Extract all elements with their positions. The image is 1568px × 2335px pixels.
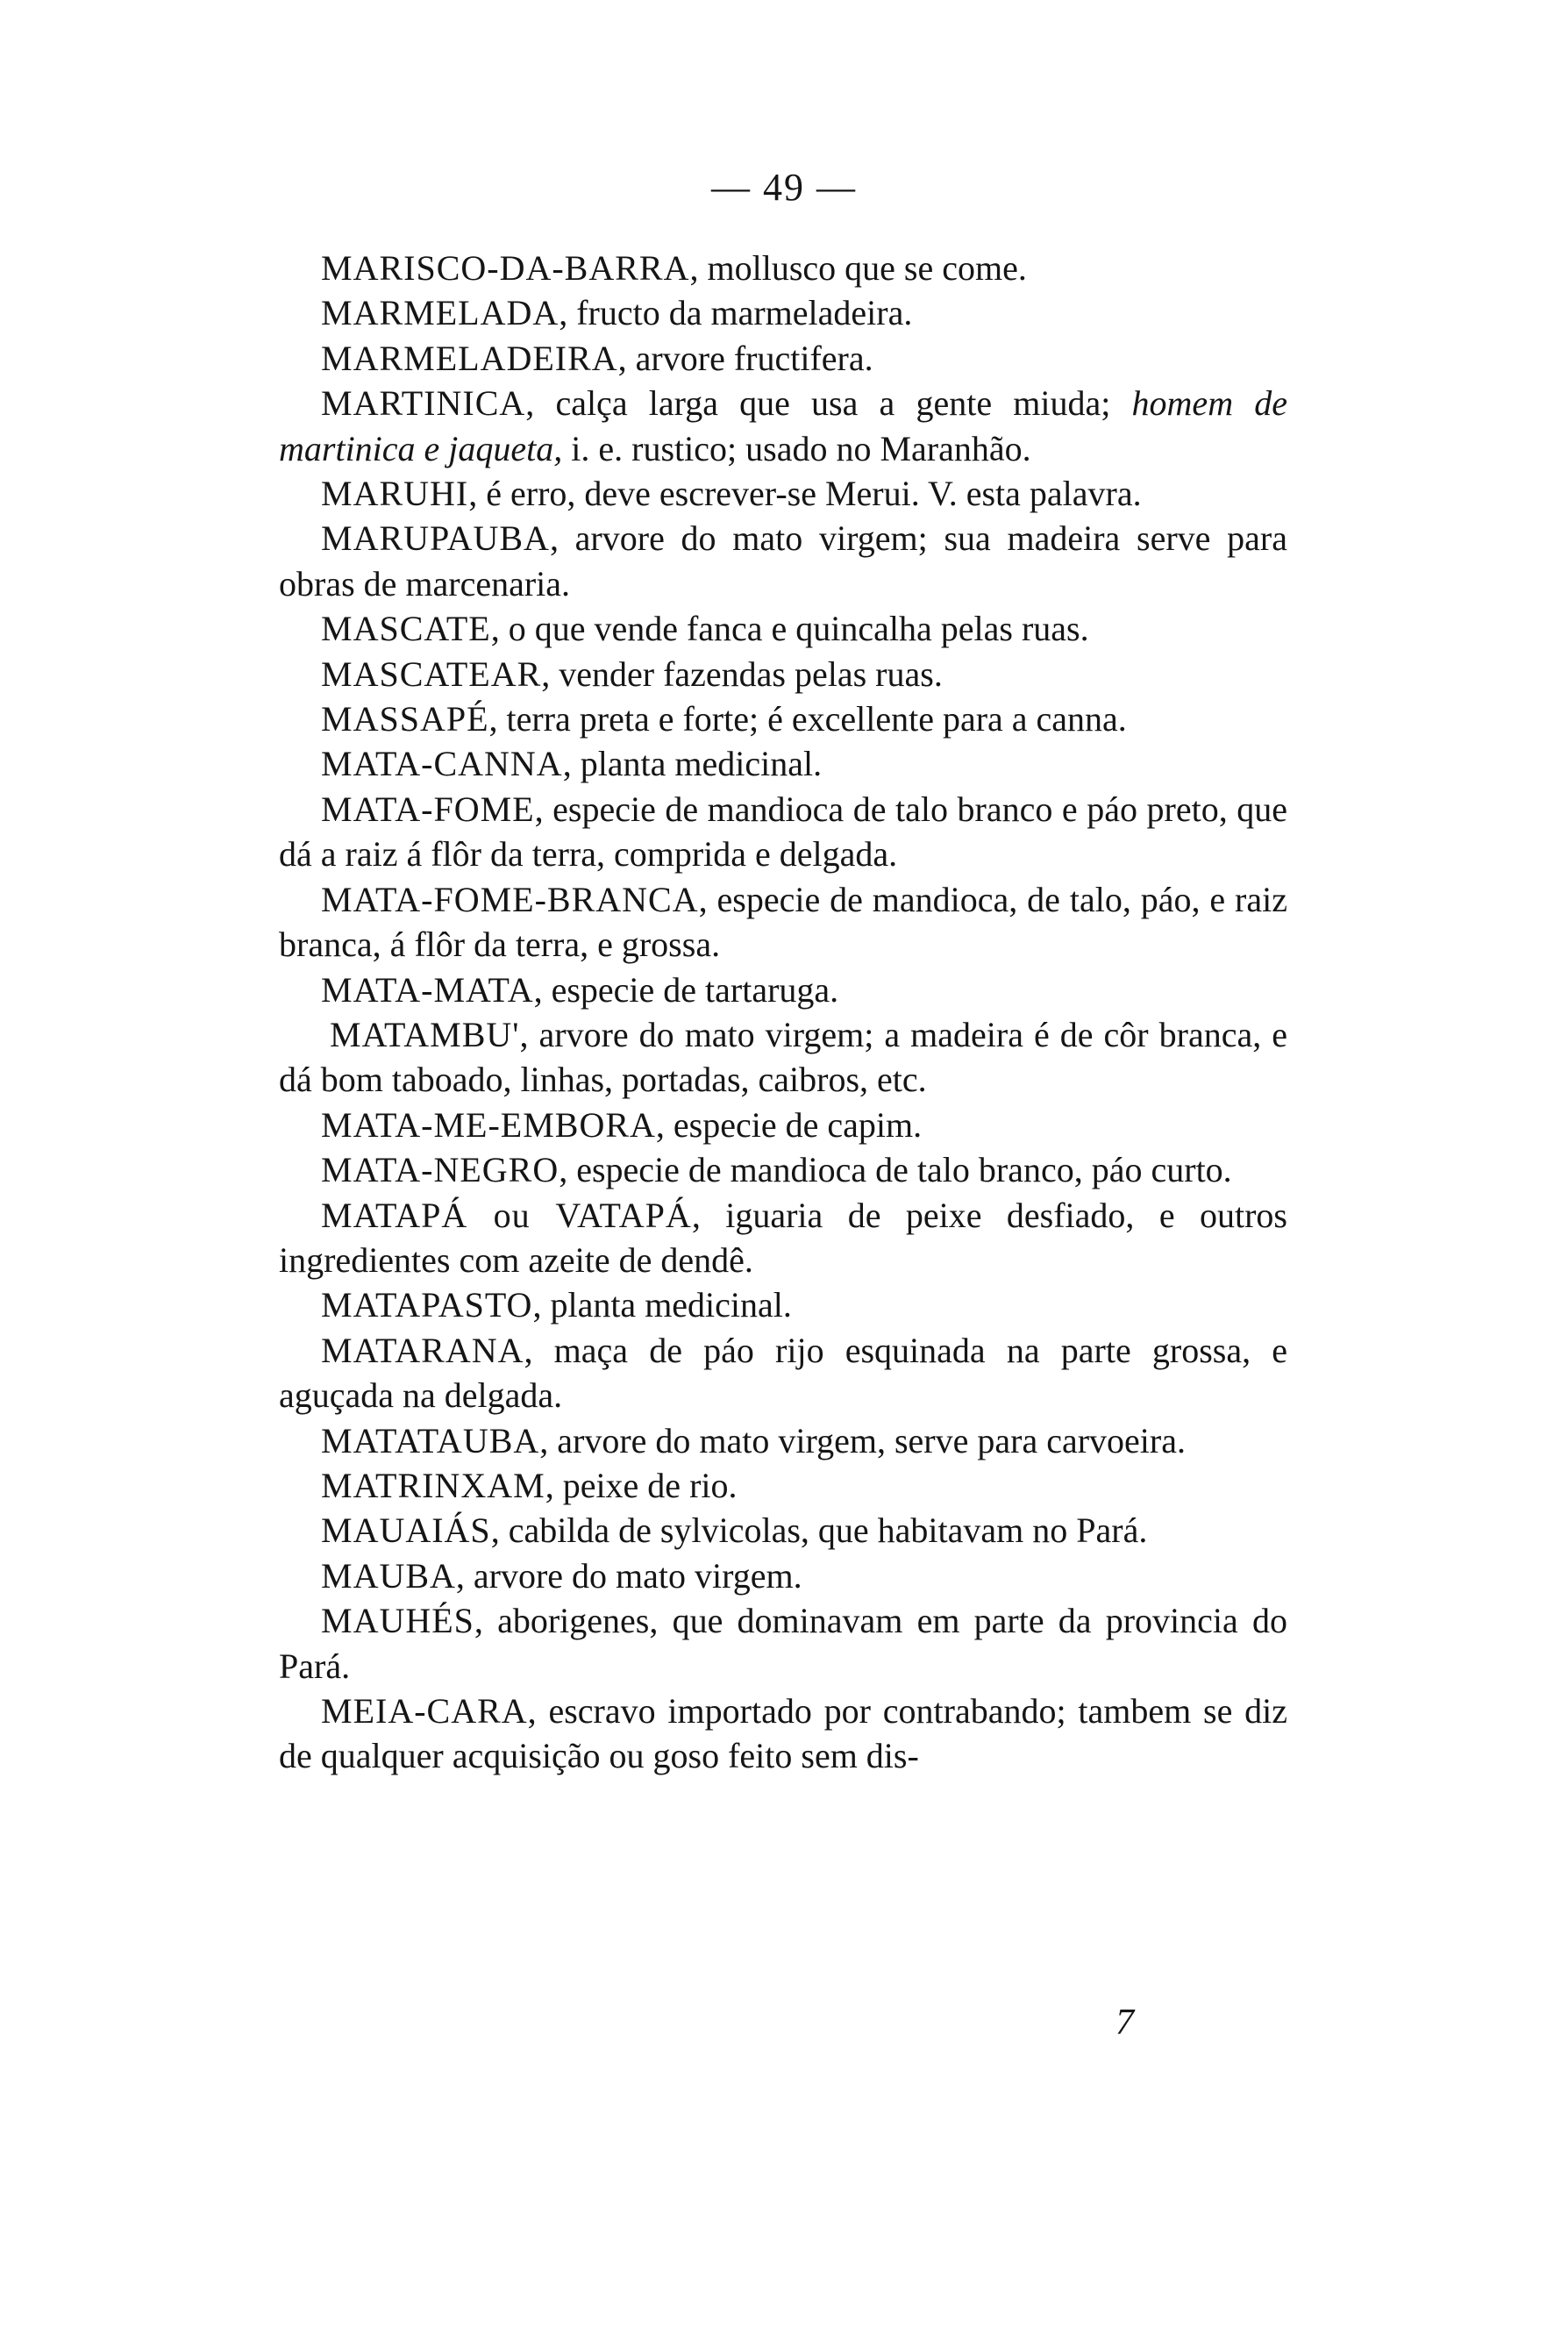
definition: , arvore fructifera. — [617, 338, 873, 378]
definition: , fructo da marmeladeira. — [559, 293, 913, 333]
entry — [279, 1553, 1287, 1598]
headword: MATAPASTO — [321, 1285, 533, 1325]
page-number: — 49 — — [711, 166, 857, 209]
definition: , escravo importado por contrabando; tambem se diz de qualquer acquisição ou goso feito sem dis- — [279, 1691, 1287, 1776]
entry — [279, 1418, 1287, 1463]
italic-phrase: homem de martinica e jaqueta, — [279, 383, 1288, 468]
definition: , arvore do mato virgem; sua madeira serve para obras de marcenaria. — [279, 518, 1287, 603]
definition: , terra preta e forte; é excellente para a canna. — [488, 699, 1127, 739]
entry — [279, 336, 1287, 381]
definition: , calça larga que usa a gente miuda; — [525, 383, 1132, 424]
definition: , iguaria de peixe desfiado, e outros ingredientes com azeite de dendê. — [279, 1195, 1287, 1280]
headword: MAUAIÁS — [321, 1510, 491, 1551]
definition: , mollusco que se come. — [689, 248, 1027, 288]
entry — [279, 1147, 1287, 1192]
signature-mark: 7 — [1115, 2003, 1134, 2043]
entry — [279, 1328, 1287, 1418]
entry — [279, 246, 1287, 290]
headword: MARUHI — [321, 474, 469, 514]
entry — [279, 1598, 1287, 1689]
entry — [279, 741, 1287, 786]
headword: MATA-ME-EMBORA — [321, 1104, 656, 1145]
definition: , é erro, deve escrever-se Merui. V. esta palavra. — [468, 474, 1142, 514]
headword: MATRINXAM — [321, 1465, 545, 1505]
dictionary-text — [279, 246, 1287, 1779]
headword: MATA-FOME — [321, 789, 535, 829]
headword: MATA-CANNA — [321, 744, 563, 784]
entry — [279, 696, 1287, 741]
entry — [279, 787, 1287, 877]
definition: , especie de mandioca de talo branco e páo preto, que dá a raiz á flôr da terra, comprida e delgada. — [279, 789, 1287, 875]
definition: , especie de capim. — [655, 1104, 923, 1145]
headword: MARMELADEIRA — [321, 338, 618, 378]
entry — [279, 877, 1287, 968]
entry — [279, 1508, 1287, 1553]
definition: , peixe de rio. — [545, 1465, 738, 1505]
entry — [279, 1103, 1287, 1147]
headword: MASCATEAR — [321, 653, 542, 694]
definition: , planta medicinal. — [532, 1285, 792, 1325]
definition: , aborigenes, que dominavam em parte da provincia do Pará. — [279, 1601, 1287, 1686]
headword: MATATAUBA — [321, 1420, 540, 1460]
definition-continued: i. e. rustico; usado no Maranhão. — [562, 428, 1031, 468]
headword: MASCATE — [321, 609, 491, 649]
definition: , maça de páo rijo esquinada na parte grossa, e aguçada na delgada. — [279, 1330, 1287, 1416]
definition: , o que vende fanca e quincalha pelas ruas. — [490, 609, 1089, 649]
headword: MATA-FOME-BRANCA — [321, 879, 699, 919]
entry — [279, 606, 1287, 651]
headword: MAUHÉS — [321, 1601, 474, 1641]
headword: MARISCO-DA-BARRA — [321, 248, 690, 288]
headword: MATA-NEGRO — [321, 1150, 559, 1190]
headword: MATAMBU' — [330, 1014, 520, 1054]
headword: MATAPÁ ou VATAPÁ — [321, 1195, 692, 1235]
definition: , arvore do mato virgem. — [455, 1555, 802, 1596]
entry — [279, 516, 1287, 606]
entry — [279, 471, 1287, 516]
definition: , especie de mandioca de talo branco, páo curto. — [559, 1150, 1232, 1190]
entry — [279, 1689, 1287, 1779]
entry — [279, 1282, 1287, 1327]
definition: , planta medicinal. — [562, 744, 823, 784]
entry — [279, 968, 1287, 1012]
headword: MASSAPÉ — [321, 699, 489, 739]
headword: MATARANA — [321, 1330, 524, 1370]
definition: , arvore do mato virgem; a madeira é de côr branca, e dá bom taboado, linhas, portadas, caibros, etc. — [279, 1014, 1287, 1100]
entry — [279, 1463, 1287, 1508]
definition: , arvore do mato virgem, serve para carvoeira. — [539, 1420, 1186, 1460]
headword: MARMELADA — [321, 293, 559, 333]
definition: , especie de tartaruga. — [533, 969, 839, 1010]
headword: MAUBA — [321, 1555, 456, 1596]
entry — [279, 652, 1287, 696]
entry — [279, 381, 1287, 471]
definition: , especie de mandioca, de talo, páo, e raiz branca, á flôr da terra, e grossa. — [279, 879, 1287, 965]
headword: MARTINICA — [321, 383, 526, 424]
entry — [279, 1012, 1287, 1103]
definition: , cabilda de sylvicolas, que habitavam no Pará. — [490, 1510, 1148, 1551]
entry — [279, 290, 1287, 335]
headword: MATA-MATA — [321, 969, 534, 1010]
definition: , vender fazendas pelas ruas. — [541, 653, 943, 694]
headword: MARUPAUBA — [321, 518, 550, 559]
headword: MEIA-CARA — [321, 1691, 528, 1731]
entry — [279, 1193, 1287, 1283]
